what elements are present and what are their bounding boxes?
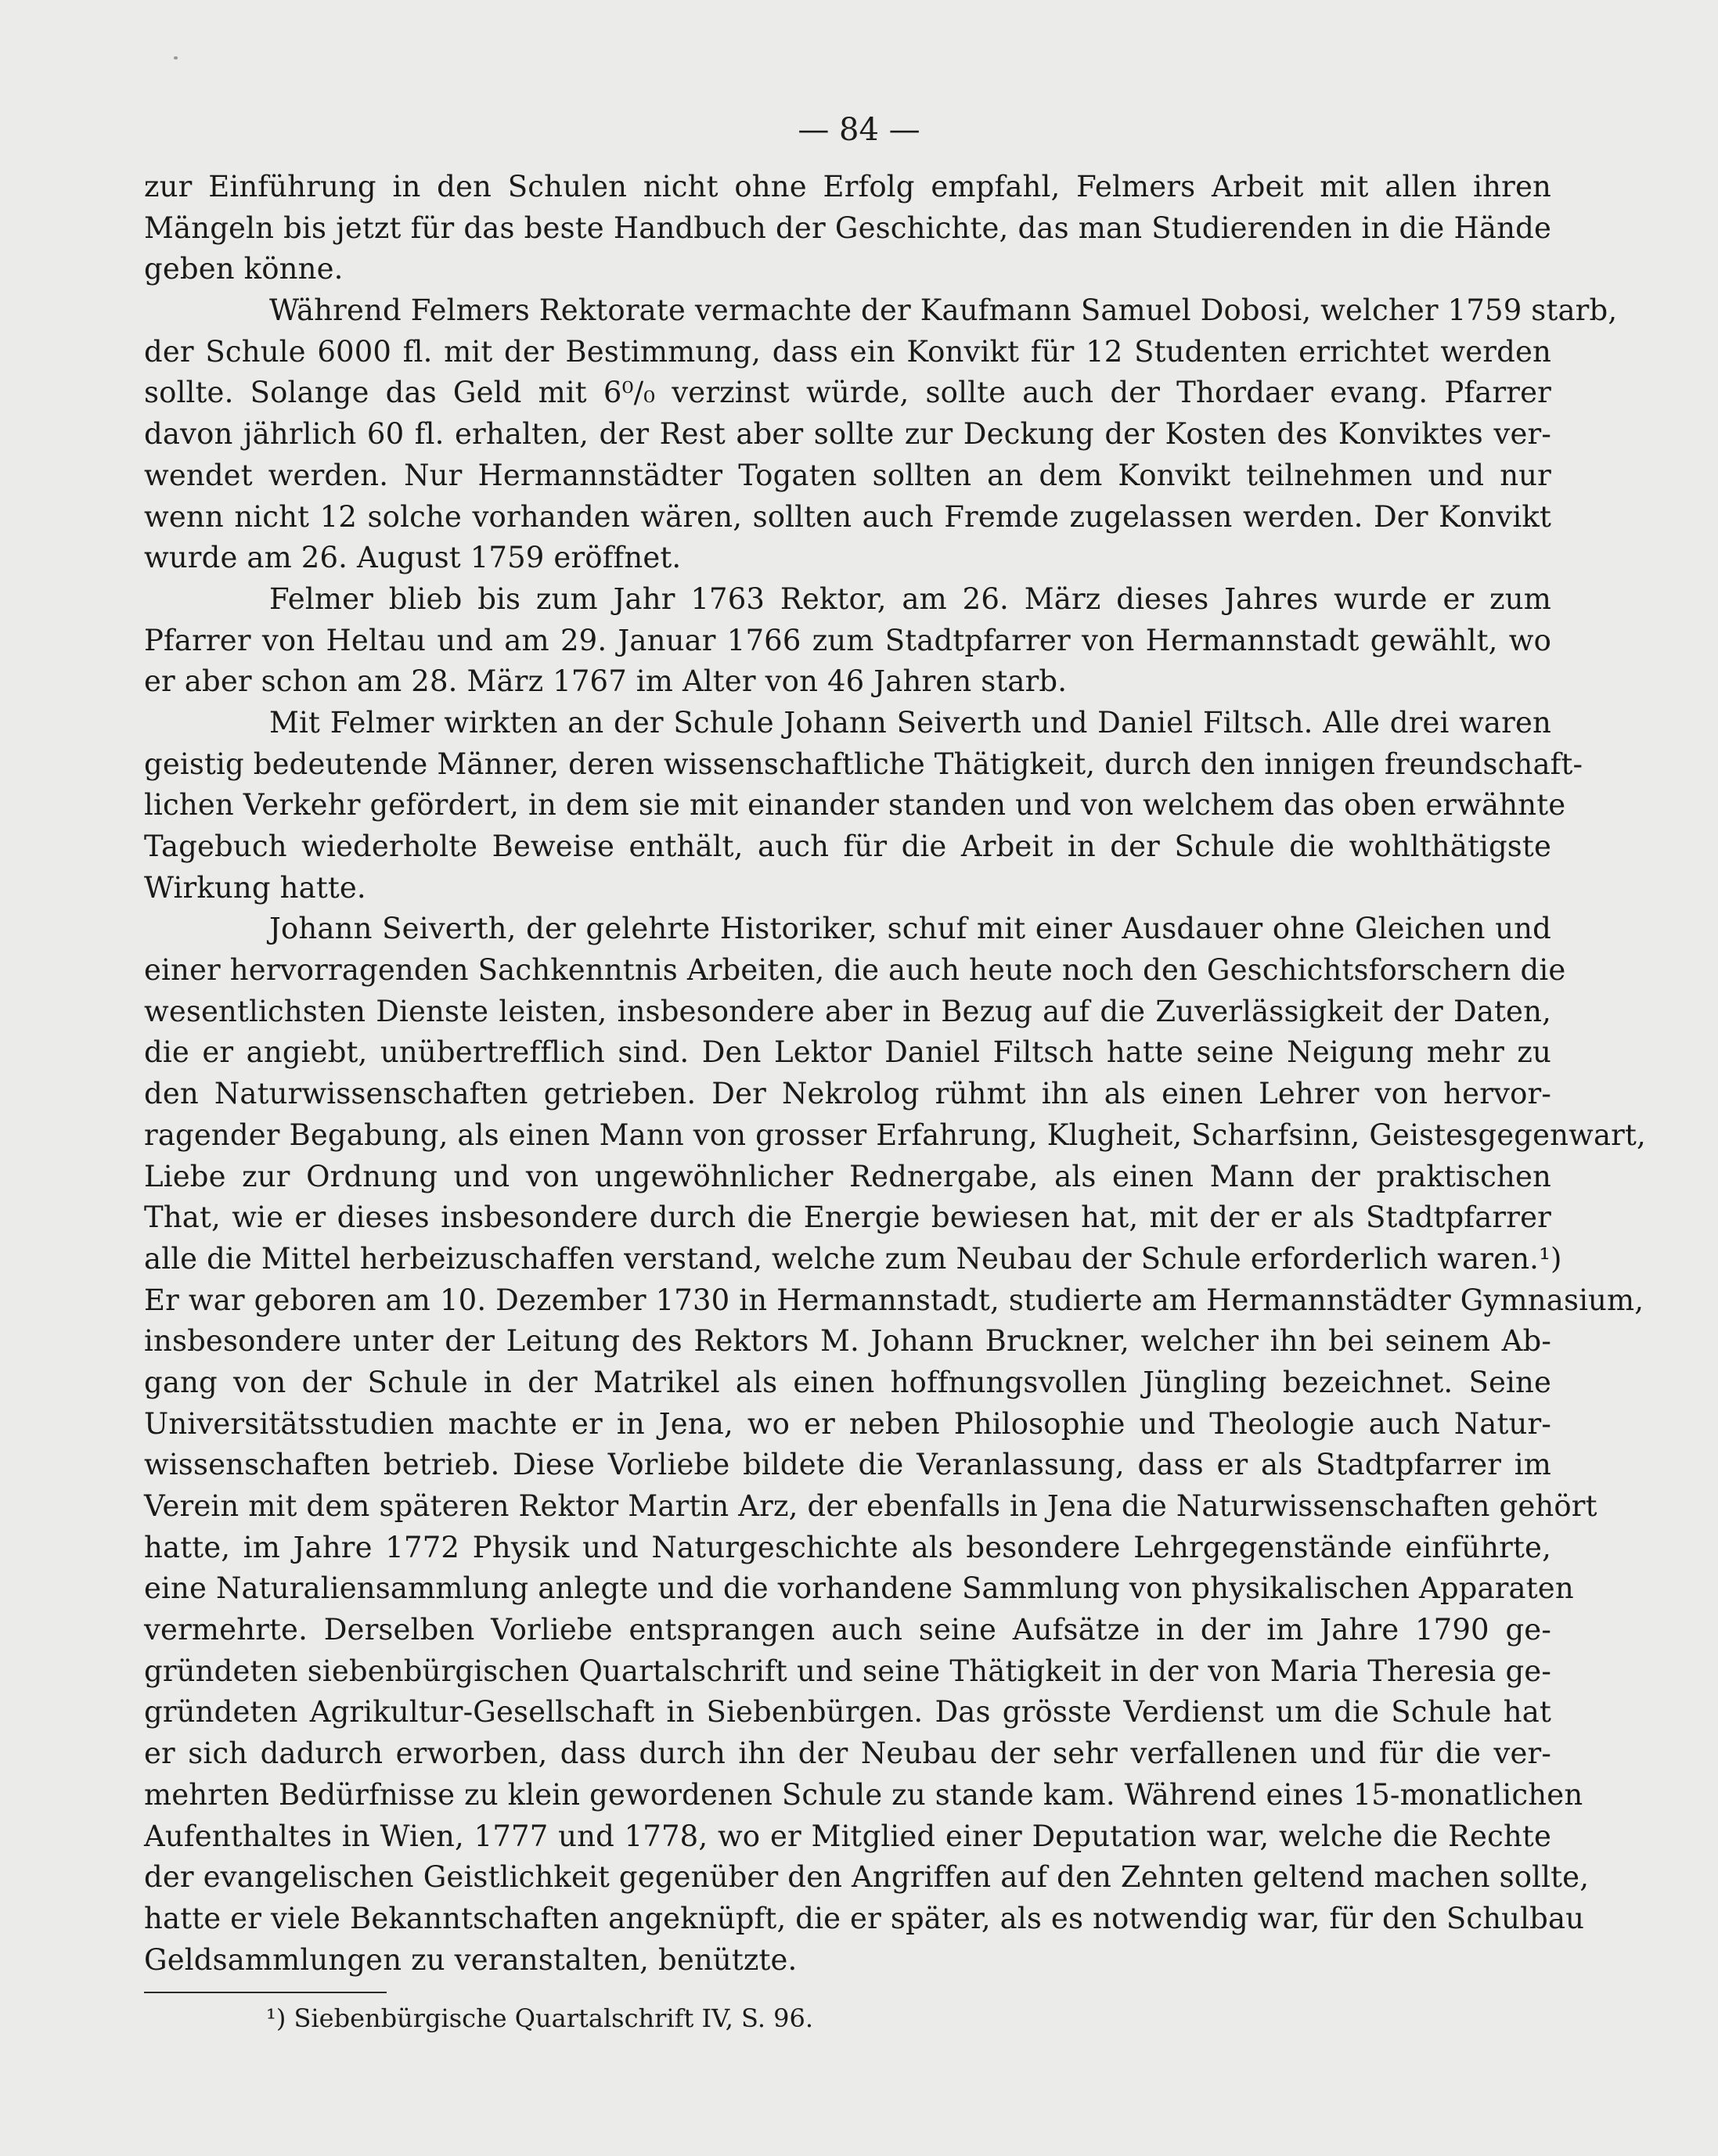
- text-line: hatte er viele Bekanntschaften angeknüpft, die er später, als es notwendig war, für den Schulbau: [144, 1901, 1585, 1935]
- text-line: gang von der Schule in der Matrikel als einen hoffnungsvollen Jüngling bezeichnet. Seine: [144, 1365, 1551, 1399]
- text-line: Pfarrer von Heltau und am 29. Januar 1766 zum Stadtpfarrer von Hermannstadt gewählt, wo: [144, 623, 1551, 657]
- text-line: er sich dadurch erworben, dass durch ihn der Neubau der sehr verfallenen und für die ver-: [144, 1737, 1551, 1771]
- text-line: wissenschaften betrieb. Diese Vorliebe bildete die Veranlassung, dass er als Stadtpfarrer im: [144, 1448, 1551, 1482]
- text-line: den Naturwissenschaften getrieben. Der Nekrolog rühmt ihn als einen Lehrer von hervor-: [144, 1077, 1551, 1111]
- text-line: zur Einführung in den Schulen nicht ohne Erfolg empfahl, Felmers Arbeit mit allen ihren: [144, 170, 1551, 203]
- text-line: gründeten siebenbürgischen Quartalschrift und seine Thätigkeit in der von Maria Theresia ge-: [144, 1654, 1551, 1688]
- text-line: Liebe zur Ordnung und von ungewöhnlicher Rednergabe, als einen Mann der praktischen: [144, 1159, 1551, 1193]
- text-line: gründeten Agrikultur-Gesellschaft in Siebenbürgen. Das grösste Verdienst um die Schule hat: [144, 1695, 1551, 1729]
- text-line: vermehrte. Derselben Vorliebe entsprangen auch seine Aufsätze in der im Jahre 1790 ge-: [144, 1613, 1551, 1647]
- text-line: einer hervorragenden Sachkenntnis Arbeiten, die auch heute noch den Geschichtsforschern die: [144, 953, 1566, 988]
- text-line: Aufenthaltes in Wien, 1777 und 1778, wo er Mitglied einer Deputation war, welche die Rechte: [144, 1819, 1551, 1853]
- text-line: Universitätsstudien machte er in Jena, wo er neben Philosophie und Theologie auch Natur-: [144, 1406, 1551, 1441]
- text-line: Geldsammlungen zu veranstalten, benützte.: [144, 1942, 798, 1977]
- text-line: hatte, im Jahre 1772 Physik und Naturgeschichte als besondere Lehrgegenstände einführte,: [144, 1530, 1551, 1564]
- text-line: mehrten Bedürfnisse zu klein gewordenen Schule zu stande kam. Während eines 15-monatlichen: [144, 1777, 1583, 1812]
- text-line: Er war geboren am 10. Dezember 1730 in Hermannstadt, studierte am Hermannstädter Gymnasium,: [144, 1283, 1644, 1317]
- text-line: wurde am 26. August 1759 eröffnet.: [144, 541, 682, 575]
- text-line: Felmer blieb bis zum Jahr 1763 Rektor, am 26. März dieses Jahres wurde er zum: [269, 581, 1551, 616]
- text-line: ragender Begabung, als einen Mann von grosser Erfahrung, Klugheit, Scharfsinn, Geistesgegenwart,: [144, 1118, 1646, 1152]
- footnote-rule: [144, 1992, 387, 1993]
- text-line: die er angiebt, unübertrefflich sind. Den Lektor Daniel Filtsch hatte seine Neigung mehr zu: [144, 1035, 1551, 1070]
- text-line: wendet werden. Nur Hermannstädter Togaten sollten an dem Konvikt teilnehmen und nur: [144, 458, 1551, 492]
- footnote: ¹) Siebenbürgische Quartalschrift IV, S. 96.: [266, 2003, 814, 2033]
- text-line: Mit Felmer wirkten an der Schule Johann Seiverth und Daniel Filtsch. Alle drei waren: [269, 705, 1551, 740]
- ink-speck: [174, 56, 178, 59]
- text-line: wesentlichsten Dienste leisten, insbesondere aber in Bezug auf die Zuverlässigkeit der Daten,: [144, 994, 1551, 1028]
- text-line: Mängeln bis jetzt für das beste Handbuch der Geschichte, das man Studierenden in die Hände: [144, 211, 1551, 245]
- text-line: Tagebuch wiederholte Beweise enthält, auch für die Arbeit in der Schule die wohlthätigste: [144, 830, 1551, 863]
- text-line: Wirkung hatte.: [144, 870, 366, 905]
- text-line: sollte. Solange das Geld mit 6⁰/₀ verzinst würde, sollte auch der Thordaer evang. Pfarrer: [144, 376, 1551, 410]
- text-line: Johann Seiverth, der gelehrte Historiker, schuf mit einer Ausdauer ohne Gleichen und: [269, 912, 1551, 946]
- text-line: alle die Mittel herbeizuschaffen verstand, welche zum Neubau der Schule erforderlich waren.¹): [144, 1241, 1562, 1276]
- text-line: geistig bedeutende Männer, deren wissenschaftliche Thätigkeit, durch den innigen freundschaft-: [144, 747, 1583, 781]
- text-line: geben könne.: [144, 252, 344, 286]
- text-line: davon jährlich 60 fl. erhalten, der Rest aber sollte zur Deckung der Kosten des Konviktes ver-: [144, 417, 1551, 452]
- text-line: insbesondere unter der Leitung des Rektors M. Johann Bruckner, welcher ihn bei seinem Ab-: [144, 1324, 1551, 1359]
- text-line: eine Naturaliensammlung anlegte und die vorhandene Sammlung von physikalischen Apparaten: [144, 1571, 1574, 1606]
- text-line: Während Felmers Rektorate vermachte der Kaufmann Samuel Dobosi, welcher 1759 starb,: [269, 293, 1618, 328]
- text-line: That, wie er dieses insbesondere durch die Energie bewiesen hat, mit der er als Stadtpfarrer: [144, 1200, 1551, 1235]
- text-line: lichen Verkehr gefördert, in dem sie mit einander standen und von welchem das oben erwähnte: [144, 788, 1566, 822]
- text-line: wenn nicht 12 solche vorhanden wären, sollten auch Fremde zugelassen werden. Der Konvikt: [144, 499, 1551, 534]
- text-line: Verein mit dem späteren Rektor Martin Arz, der ebenfalls in Jena die Naturwissenschaften gehört: [144, 1489, 1597, 1523]
- body-text: [144, 167, 1646, 1981]
- text-line: der evangelischen Geistlichkeit gegenüber den Angriffen auf den Zehnten geltend machen sollte,: [144, 1860, 1590, 1895]
- page-number: — 84 —: [798, 112, 920, 148]
- text-line: er aber schon am 28. März 1767 im Alter von 46 Jahren starb.: [144, 664, 1068, 699]
- text-line: der Schule 6000 fl. mit der Bestimmung, dass ein Konvikt für 12 Studenten errichtet werden: [144, 334, 1551, 369]
